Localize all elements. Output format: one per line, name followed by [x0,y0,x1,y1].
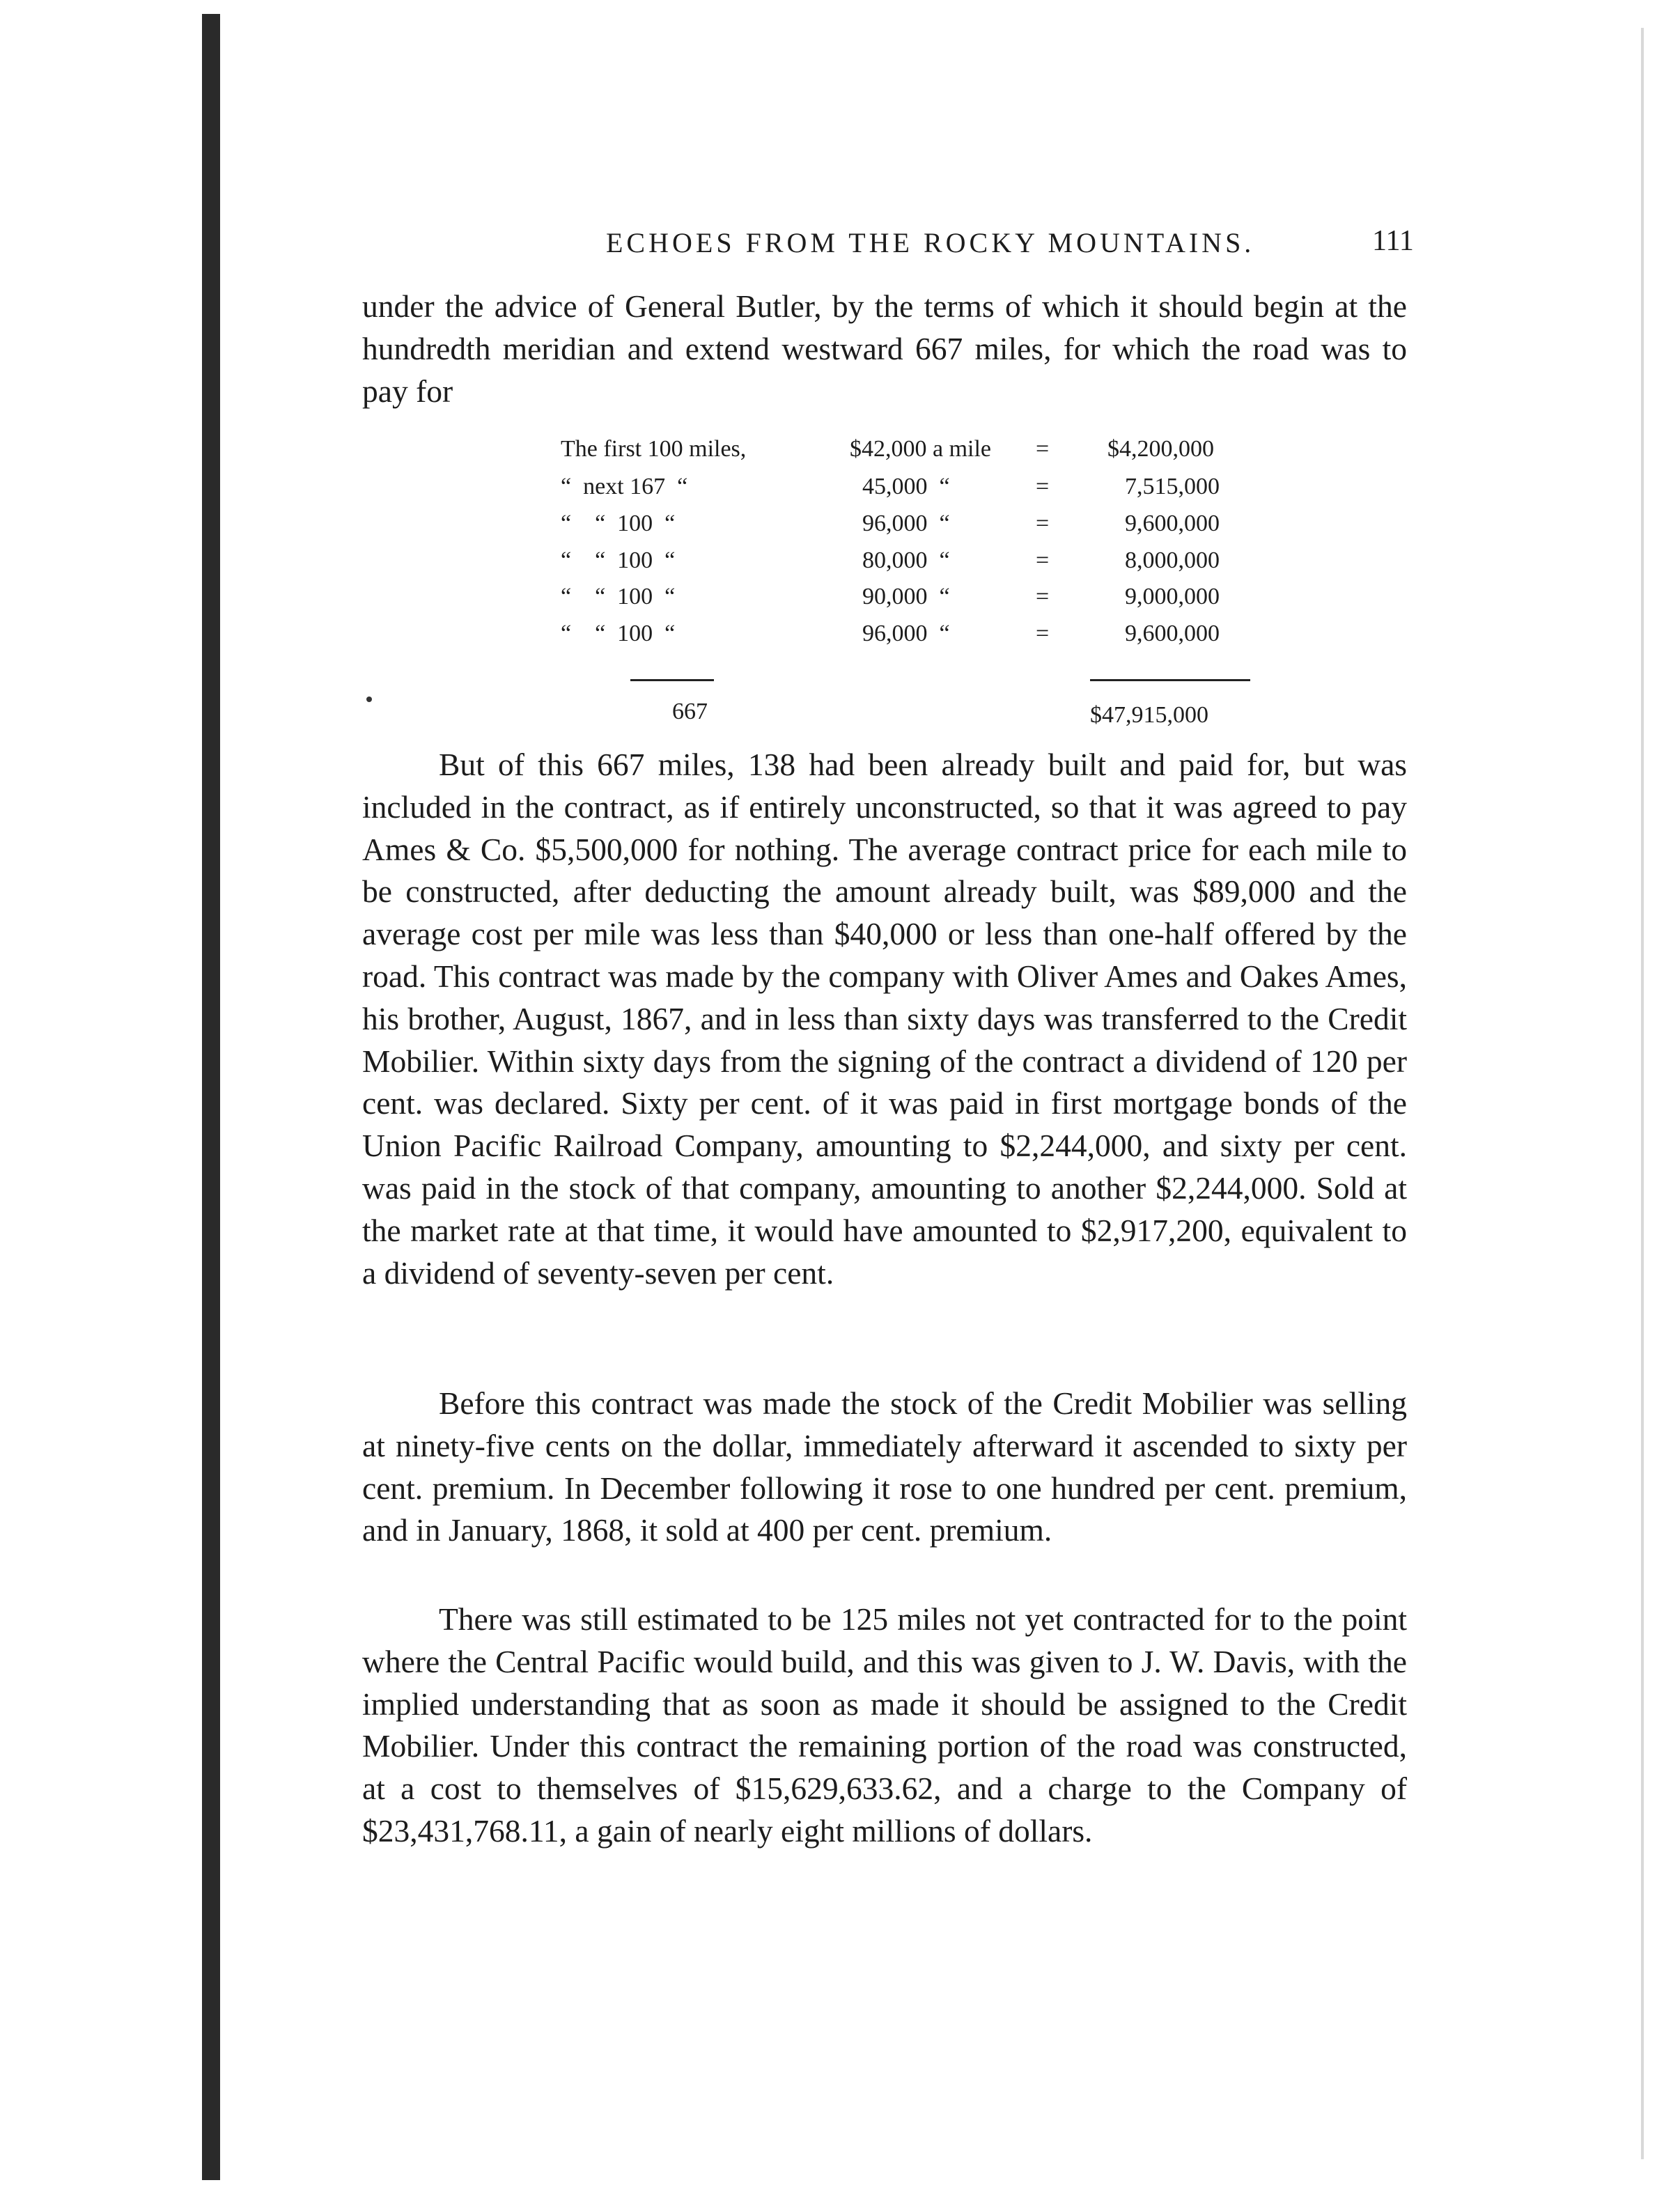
page-number: 111 [1372,225,1414,257]
paragraph-credit-mobilier-contract: But of this 667 miles, 138 had been already built and paid for, but was included in the contract, as if entirely unconstructed, so that it was agreed to pay Ames & Co. $5,500,000 for nothing. The average contract price for each mile to be constructed, after deducting the amount already built, was $89,000 and the average cost per mile was less than $40,000 or less than one-half offered by the road. This contract was made by the company with Oliver Ames and Oakes Ames, his brother, August, 1867, and in less than sixty days was transferred to the Credit Mobilier. Within sixty days from the signing of the contract a dividend of 120 per cent. was declared. Sixty per cent. of it was paid in first mortgage bonds of the Union Pacific Railroad Company, amounting to $2,244,000, and sixty per cent. was paid in the stock of that company, amounting to another $2,244,000. Sold at the market rate at that time, it would have amounted to $2,917,200, equivalent to a dividend of seventy-seven per cent. [362,747,1407,1291]
table-row-label: “ next 167 “ [561,474,688,499]
paragraph-intro: under the advice of General Butler, by the terms of which it should begin at the hundredth meridian and extend westward 667 miles, for which the road was to pay for [362,288,1407,409]
table-row-label: “ “ 100 “ [561,584,676,609]
table-row-label: “ “ 100 “ [561,547,676,573]
table-row-label: “ “ 100 “ [561,511,676,536]
table-row-total: 7,515,000 [1125,474,1220,499]
table-row-rate: 90,000 “ [862,584,950,609]
total-sum-rule [1090,679,1250,681]
table-row-total: 9,000,000 [1125,584,1220,609]
page-edge [1641,28,1644,2159]
table-grand-total: $47,915,000 [1090,702,1208,728]
running-header: ECHOES FROM THE ROCKY MOUNTAINS. [606,227,1255,258]
table-row-label: “ “ 100 “ [561,621,676,646]
table-row-rate: 45,000 “ [862,474,950,499]
table-row-rate: 96,000 “ [862,621,950,646]
table-row-total: $4,200,000 [1107,436,1214,462]
table-row-total: 8,000,000 [1125,547,1220,573]
table-row-eq: = [1036,584,1050,609]
table-row-rate: 96,000 “ [862,511,950,536]
paragraph-stock-price: Before this contract was made the stock of the Credit Mobilier was selling at ninety-five cents on the dollar, immediately afterward it ascended to sixty per cent. premium. In December following it rose to one hundred per cent. premium, and in January, 1868, it sold at 400 per cent. premium. [362,1385,1407,1548]
table-row-eq: = [1036,511,1050,536]
miles-sum-rule [630,679,714,681]
paragraph-davis-contract: There was still estimated to be 125 miles not yet contracted for to the point where the Central Pacific would build, and this was given to J. W. Davis, with the implied understanding that as soon as made it should be assigned to the Credit Mobilier. Under this contract the remaining portion of the road was constructed, at a cost to themselves of $15,629,633.62, and a charge to the Company of $23,431,768.11, a gain of nearly eight millions of dollars. [362,1601,1407,1849]
book-gutter-shadow [202,14,220,2180]
table-row-total: 9,600,000 [1125,621,1220,646]
table-row-eq: = [1036,621,1050,646]
table-row-eq: = [1036,436,1050,462]
print-speck [366,697,372,702]
table-row-eq: = [1036,547,1050,573]
table-row-total: 9,600,000 [1125,511,1220,536]
table-row-label: The first 100 miles, [561,436,747,462]
table-total-miles: 667 [672,699,708,724]
table-row-rate: 80,000 “ [862,547,950,573]
table-row-rate: $42,000 a mile [850,436,992,462]
table-row-eq: = [1036,474,1050,499]
